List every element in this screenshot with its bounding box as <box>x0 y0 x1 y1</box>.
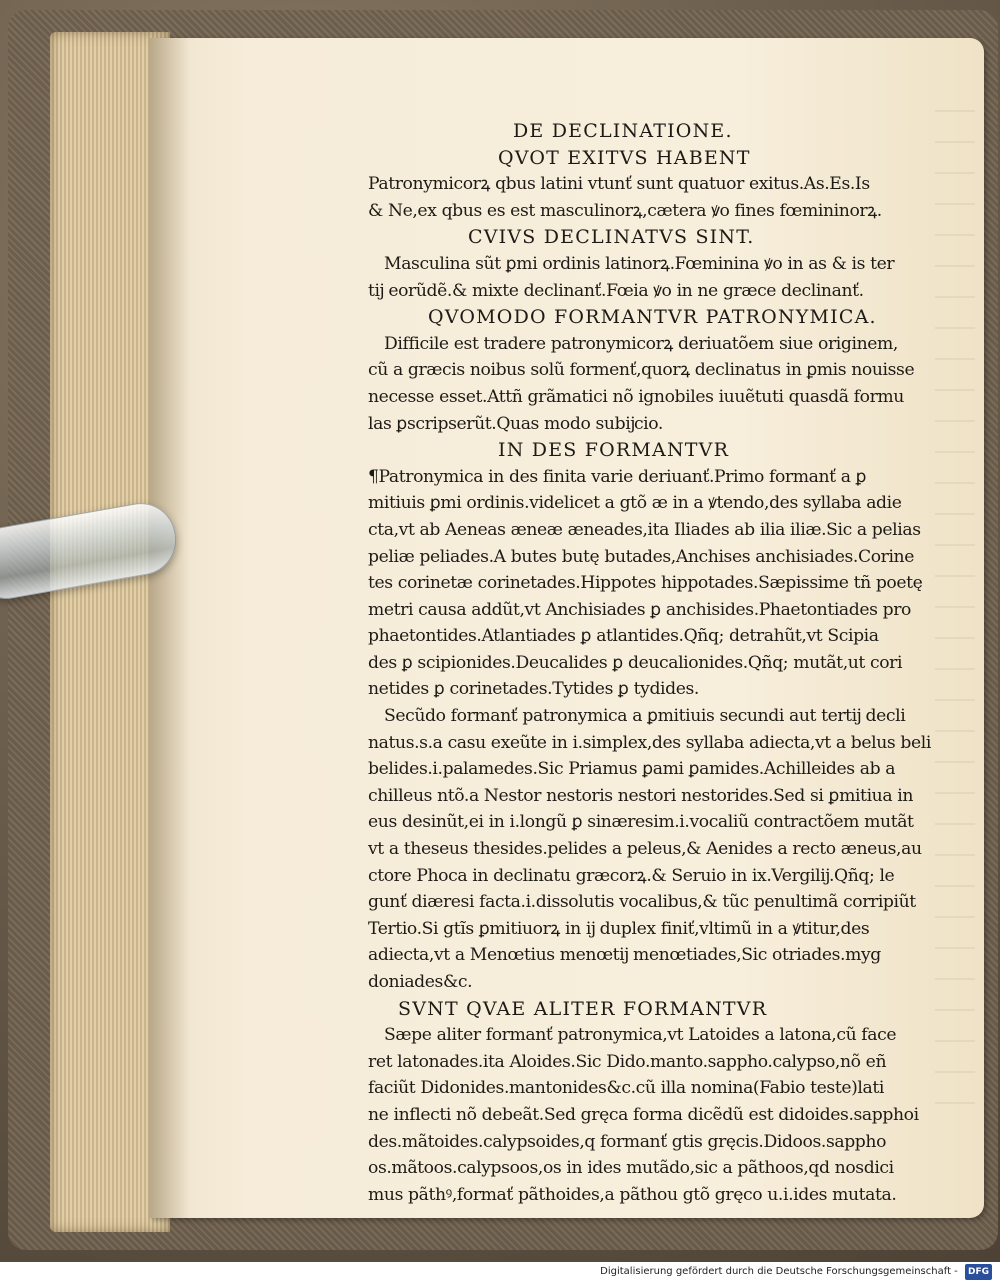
text-line: eus desinũt,ei in i.longũ ꝑ sinæresim.i.vocaliũ contractõem mutãt <box>368 812 914 833</box>
text-line: chilleus ntõ.a Nestor nestoris nestori nestorides.Sed si ꝑmitiua in <box>368 785 914 806</box>
text-line: faciũt Didonides.mantonides&c.cũ illa nomina(Fabio teste)lati <box>368 1078 884 1099</box>
text-line: tes corinetæ corinetades.Hippotes hippotades.Sæpissime tñ poetę <box>368 573 923 594</box>
text-line: ¶Patronymica in des finita varie deriuanť.Primo formanť a ꝑ <box>368 466 867 487</box>
text-line: cta,vt ab Aeneas æneæ æneades,ita Iliades ab ilia iliæ.Sic a pelias <box>368 519 921 540</box>
text-line: & Ne,ex qbus es est masculinorꝝ,cætera ꝟo fines fœmininorꝝ. <box>368 200 882 221</box>
text-line: mus pãthꝰ,formať pãthoides,a pãthou gtõ gręco u.i.ides mutata. <box>368 1184 897 1205</box>
text-line: ret latonades.ita Aloides.Sic Dido.manto.sappho.calypso,nõ eñ <box>368 1051 887 1072</box>
text-line: metri causa addũt,vt Anchisiades ꝑ anchisides.Phaetontiades pro <box>368 599 912 620</box>
dfg-logo: DFG <box>965 1264 992 1280</box>
text-line: gunť diæresi facta.i.dissolutis vocalibus,& tũc penultimã corripiũt <box>368 892 916 913</box>
section-heading: QVOT EXITVS HABENT <box>498 146 751 169</box>
section-heading: CVIVS DECLINATVS SINT. <box>468 226 755 249</box>
text-line: peliæ peliades.A butes butę butades,Anchises anchisiades.Corine <box>368 546 914 567</box>
text-line: doniades&c. <box>368 972 473 992</box>
text-line: ne inflecti nõ debeãt.Sed gręca forma dicẽdũ est didoides.sapphoi <box>368 1104 919 1125</box>
text-line: Patronymicorꝝ qbus latini vtunť sunt quatuor exitus.As.Es.Is <box>368 174 870 195</box>
text-line: os.mãtoos.calypsoos,os in ides mutãdo,sic a pãthoos,qd nosdici <box>368 1158 894 1179</box>
text-block <box>368 118 934 1208</box>
text-line: Secũdo formanť patronymica a ꝑmitiuis secundi aut tertĳ decli <box>384 706 906 727</box>
bleed-through <box>935 110 975 1110</box>
text-line: cũ a græcis noibus solũ formenť,quorꝝ declinatus in ꝑmis nouisse <box>368 360 915 381</box>
text-line: necesse esset.Attñ grãmatici nõ ignobiles iuuẽtuti quasdã formu <box>368 386 904 407</box>
digitization-credit <box>600 1264 992 1280</box>
text-line: adiecta,vt a Menœtius menœtĳ menœtiades,Sic otriades.myg <box>368 945 881 966</box>
page-title: DE DECLINATIONE. <box>513 120 733 142</box>
credit-text: Digitalisierung gefördert durch die Deutsche Forschungsgemeinschaft - <box>600 1266 958 1277</box>
text-line: des ꝑ scipionides.Deucalides ꝑ deucalionides.Qñq; mutãt,ut cori <box>368 652 903 673</box>
text-line: phaetontides.Atlantiades ꝑ atlantides.Qñq; detrahũt,vt Scipia <box>368 626 879 647</box>
gutter-shadow <box>150 38 190 1218</box>
text-line: las ꝑscripserũt.Quas modo subĳcio. <box>368 413 663 434</box>
text-line: vt a theseus thesides.pelides a peleus,& Aenides a recto æneus,au <box>368 839 922 860</box>
text-line: Masculina sũt ꝑmi ordinis latinorꝝ.Fœminina ꝟo in as & is ter <box>384 253 895 274</box>
text-line: natus.s.a casu exeũte in i.simplex,des syllaba adiecta,vt a belus beli <box>368 732 931 753</box>
text-line: tĳ eorũdẽ.& mixte declinanť.Fœia ꝟo in ne græce declinanť. <box>368 280 864 301</box>
text-line: ctore Phoca in declinatu græcorꝝ.& Seruio in ix.Vergilĳ.Qñq; le <box>368 865 895 886</box>
text-line: mitiuis ꝑmi ordinis.videlicet a gtõ æ in a ꝟtendo,des syllaba adie <box>368 493 902 514</box>
text-line: des.mãtoides.calypsoides,q formanť gtis gręcis.Didoos.sappho <box>368 1131 887 1152</box>
section-heading: IN DES FORMANTVR <box>498 439 730 462</box>
text-line: Tertio.Si gtĩs ꝑmitiuorꝝ in ĳ duplex finiť,vltimũ in a ꝟtitur,des <box>368 918 870 939</box>
section-heading: SVNT QVAE ALITER FORMANTVR <box>398 997 768 1020</box>
text-line: Sæpe aliter formanť patronymica,vt Latoides a latona,cũ face <box>384 1025 897 1046</box>
text-line: Difficile est tradere patronymicorꝝ deriuatõem siue originem, <box>384 333 898 354</box>
section-heading: QVOMODO FORMANTVR PATRONYMICA. <box>428 306 877 329</box>
text-line: belides.i.palamedes.Sic Priamus ꝑami ꝑamides.Achilleides ab a <box>368 759 896 780</box>
text-line: netides ꝑ corinetades.Tytides ꝑ tydides. <box>368 679 699 700</box>
